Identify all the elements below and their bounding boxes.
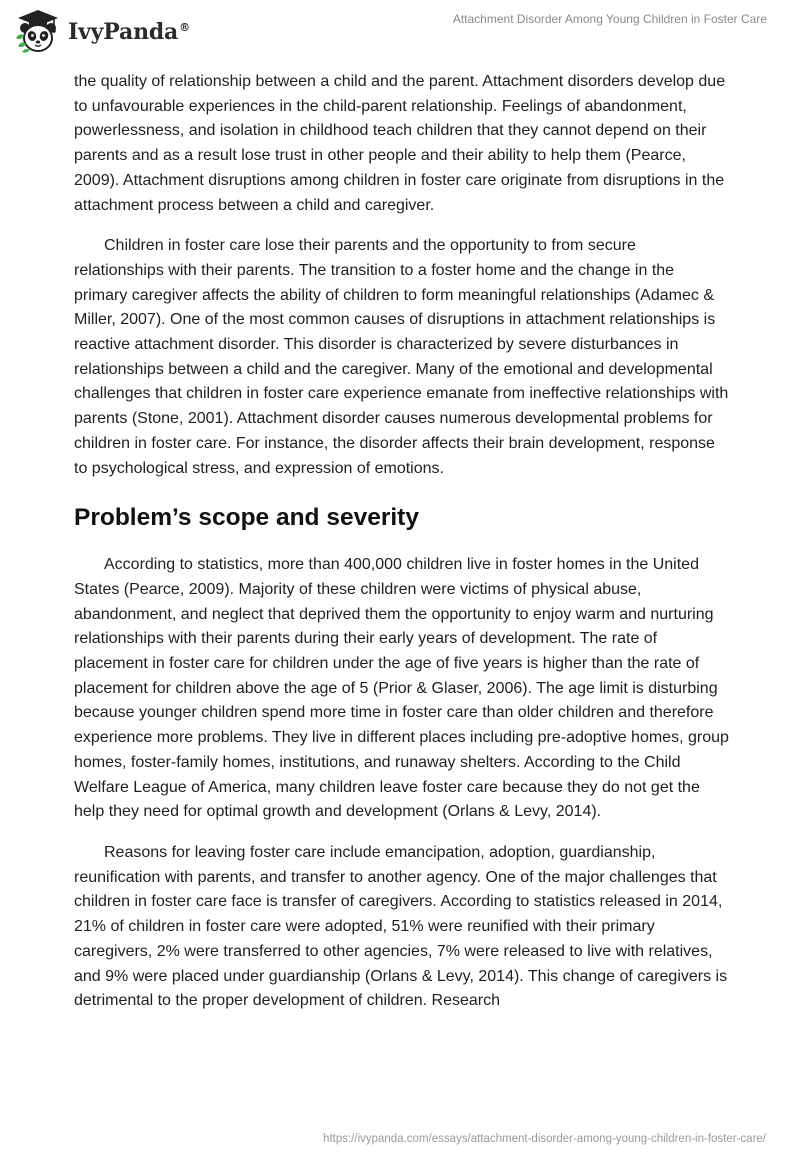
- paragraph-4: Reasons for leaving foster care include emancipation, adoption, guardianship, reunification with parents, and transfer to another agency. One of the major challenges that children in foster care face is transfer of caregivers. According to statistics released in 2014, 21% of children in foster care were adopted, 51% were reunified with their primary caregivers, 2% were transferred to other agencies, 7% were released to live with relatives, and 9% were placed under guardianship (Orlans & Levy, 2014). This change of caregivers is detrimental to the proper development of children. Research: [74, 843, 728, 1010]
- logo-text: IvyPanda: [68, 19, 179, 45]
- page-header: [0, 0, 800, 64]
- ivypanda-logo[interactable]: [14, 8, 190, 54]
- section-heading: Problem’s scope and severity: [74, 504, 419, 532]
- footer-url-link[interactable]: https://ivypanda.com/essays/attachment-disorder-among-young-children-in-foster-care/: [323, 1133, 766, 1145]
- panda-graduation-icon: [14, 8, 62, 54]
- logo-wordmark: [68, 19, 190, 45]
- document-title: Attachment Disorder Among Young Children in Foster Care: [452, 12, 767, 26]
- essay-body: [74, 70, 730, 1030]
- paragraph-1: the quality of relationship between a child and the parent. Attachment disorders develop due to unfavourable experiences in the child-parent relationship. Feelings of abandonment, powerlessness, and isolation in childhood teach children that they cannot depend on their parents and as a result lose trust in other people and their ability to help them (Pearce, 2009). Attachment disruptions among children in foster care originate from disruptions in the attachment process between a child and caregiver.: [74, 73, 726, 214]
- registered-mark: ®: [179, 20, 190, 34]
- paragraph-3: According to statistics, more than 400,000 children live in foster homes in the United States (Pearce, 2009). Majority of these children were victims of physical abuse, abandonment, and neglect that deprived them the opportunity to enjoy warm and nurturing relationships with their parents during their early years of development. The rate of placement in foster care for children under the age of five years is higher than the rate of placement for children above the age of 5 (Prior & Glaser, 2006). The age limit is disturbing because younger children spend more time in foster care than older children and therefore experience more problems. They live in different places including pre-adoptive homes, group homes, foster-family homes, institutions, and runaway shelters. According to the Child Welfare League of America, many children leave foster care because they do not get the help they need for optimal growth and development (Orlans & Levy, 2014).: [74, 556, 729, 821]
- paragraph-2: Children in foster care lose their parents and the opportunity to from secure relationships with their parents. The transition to a foster home and the change in the primary caregiver affects the ability of children to form meaningful relationships (Adamec & Miller, 2007). One of the most common causes of disruptions in attachment relationships is reactive attachment disorder. This disorder is characterized by severe disturbances in relationships between a child and the caregiver. Many of the emotional and developmental challenges that children in foster care experience emanate from ineffective relationships with parents (Stone, 2001). Attachment disorder causes numerous developmental problems for children in foster care. For instance, the disorder affects their brain development, response to psychological stress, and expression of emotions.: [74, 237, 729, 477]
